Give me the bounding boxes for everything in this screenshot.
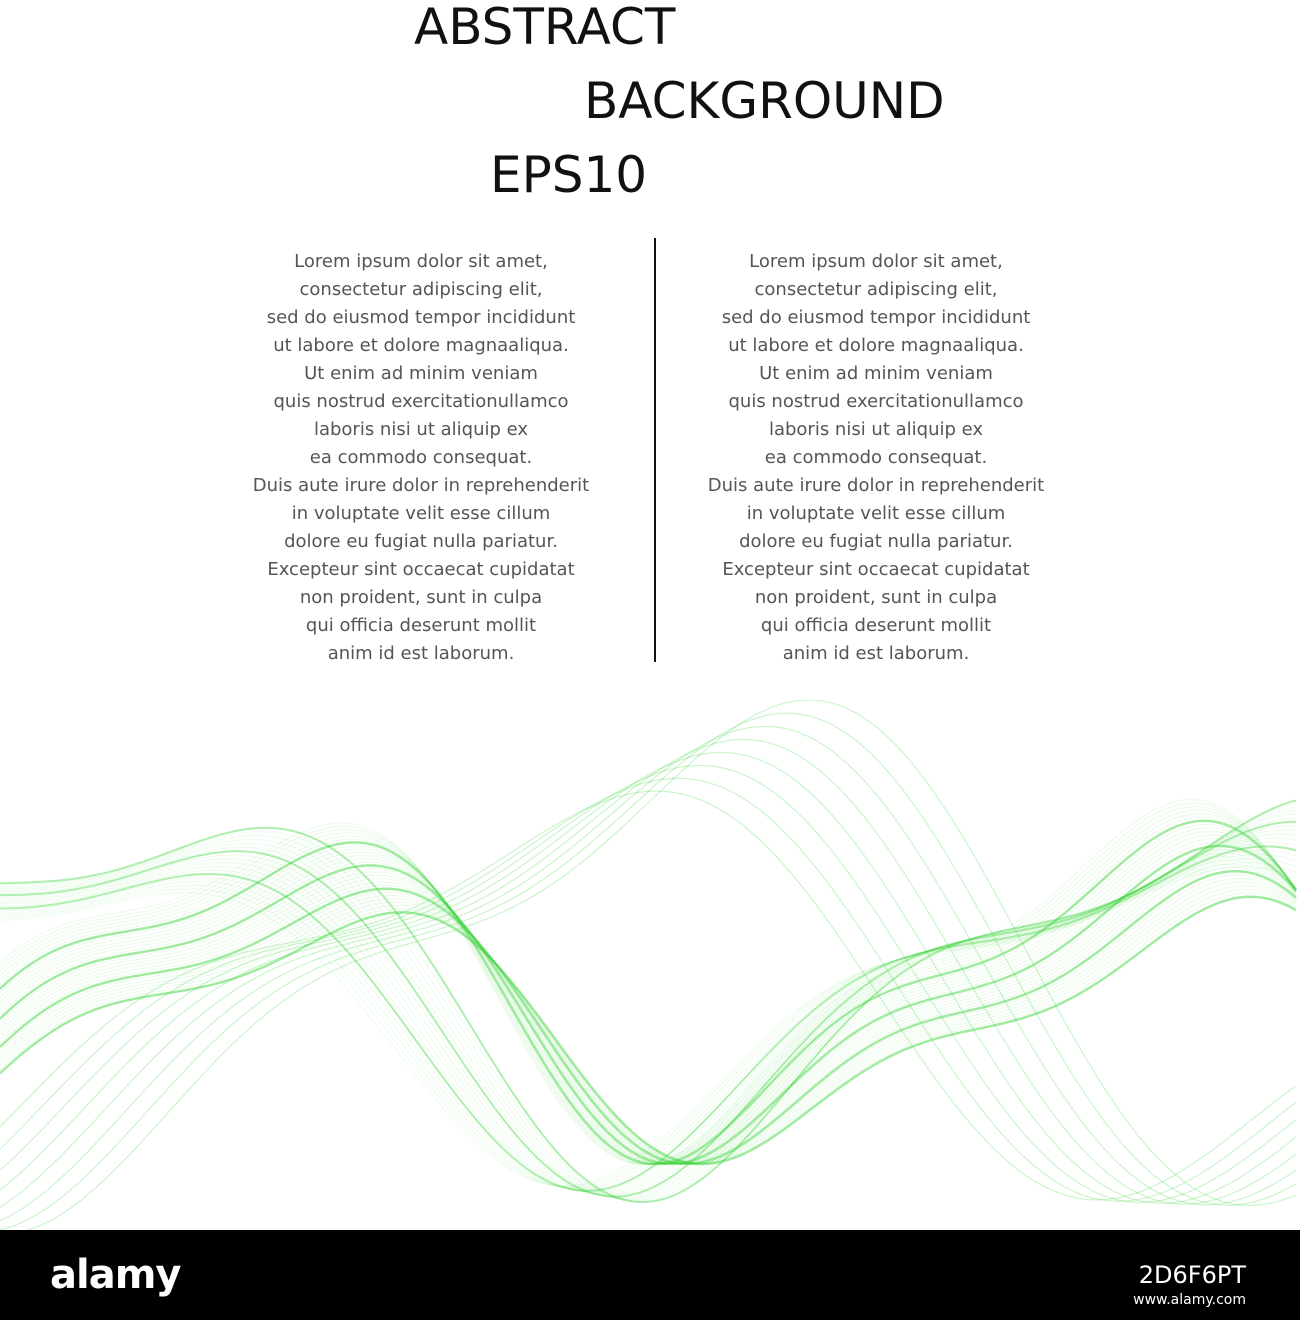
wave-line bbox=[0, 846, 1296, 1190]
text-line: Duis aute irure dolor in reprehenderit bbox=[707, 475, 1045, 496]
text-line: dolore eu fugiat nulla pariatur. bbox=[739, 531, 1013, 552]
wave-line bbox=[0, 842, 1296, 1192]
footer-image-id: 2D6F6PT bbox=[1138, 1261, 1246, 1289]
footer-logo: alamy bbox=[50, 1252, 181, 1298]
wave-line bbox=[0, 739, 1296, 1207]
text-line: laboris nisi ut aliquip ex bbox=[768, 419, 984, 440]
text-line: ea commodo consequat. bbox=[764, 447, 988, 468]
wave-line bbox=[0, 839, 1296, 1164]
text-line: Lorem ipsum dolor sit amet, bbox=[749, 251, 1003, 272]
wave-line bbox=[0, 878, 1296, 1164]
text-line: sed do eiusmod tempor incididunt bbox=[721, 307, 1031, 328]
text-line: ea commodo consequat. bbox=[309, 447, 533, 468]
text-line: dolore eu fugiat nulla pariatur. bbox=[284, 531, 558, 552]
text-line: Ut enim ad minim veniam bbox=[759, 363, 993, 384]
text-line: Lorem ipsum dolor sit amet, bbox=[294, 251, 548, 272]
text-line: Ut enim ad minim veniam bbox=[304, 363, 538, 384]
text-line: anim id est laborum. bbox=[782, 643, 970, 664]
text-line: qui officia deserunt mollit bbox=[760, 615, 992, 636]
text-line: anim id est laborum. bbox=[327, 643, 515, 664]
abstract-wave-icon bbox=[0, 700, 1300, 1230]
text-line: Excepteur sint occaecat cupidatat bbox=[722, 559, 1030, 580]
column-divider bbox=[654, 238, 656, 662]
text-line: qui officia deserunt mollit bbox=[305, 615, 537, 636]
text-line: quis nostrud exercitationullamco bbox=[273, 391, 569, 412]
wave-line bbox=[0, 817, 1296, 1164]
text-line: Excepteur sint occaecat cupidatat bbox=[267, 559, 575, 580]
wave-line bbox=[0, 835, 1296, 1164]
text-line: in voluptate velit esse cillum bbox=[746, 503, 1006, 524]
wave-line bbox=[0, 834, 1296, 1194]
wave-line bbox=[0, 803, 1296, 1201]
footer-url: www.alamy.com bbox=[1133, 1292, 1246, 1308]
title-line-eps10: EPS10 bbox=[490, 146, 648, 204]
wave-line bbox=[0, 854, 1296, 1188]
text-line: consectetur adipiscing elit, bbox=[299, 279, 543, 300]
wave-line bbox=[0, 846, 1296, 1164]
text-line: in voluptate velit esse cillum bbox=[291, 503, 551, 524]
text-line: non proident, sunt in culpa bbox=[299, 587, 543, 608]
wave-line bbox=[0, 830, 1296, 1195]
wave-line bbox=[0, 766, 1296, 1203]
title-line-abstract: ABSTRACT bbox=[414, 0, 676, 56]
text-line: quis nostrud exercitationullamco bbox=[728, 391, 1024, 412]
title-line-background: BACKGROUND bbox=[584, 72, 945, 130]
footer-bar bbox=[0, 1230, 1300, 1320]
wave-line bbox=[0, 821, 1296, 1164]
wave-line bbox=[0, 882, 1296, 1164]
text-line: Duis aute irure dolor in reprehenderit bbox=[252, 475, 590, 496]
text-line: sed do eiusmod tempor incididunt bbox=[266, 307, 576, 328]
text-line: ut labore et dolore magnaaliqua. bbox=[273, 335, 569, 356]
text-line: laboris nisi ut aliquip ex bbox=[313, 419, 529, 440]
text-line: consectetur adipiscing elit, bbox=[754, 279, 998, 300]
wave-line bbox=[0, 726, 1296, 1220]
wave-line bbox=[0, 791, 1296, 1200]
text-column-right bbox=[661, 248, 1091, 668]
text-line: non proident, sunt in culpa bbox=[754, 587, 998, 608]
text-column-left bbox=[206, 248, 636, 668]
wave-line bbox=[0, 886, 1296, 1164]
text-line: ut labore et dolore magnaaliqua. bbox=[728, 335, 1024, 356]
